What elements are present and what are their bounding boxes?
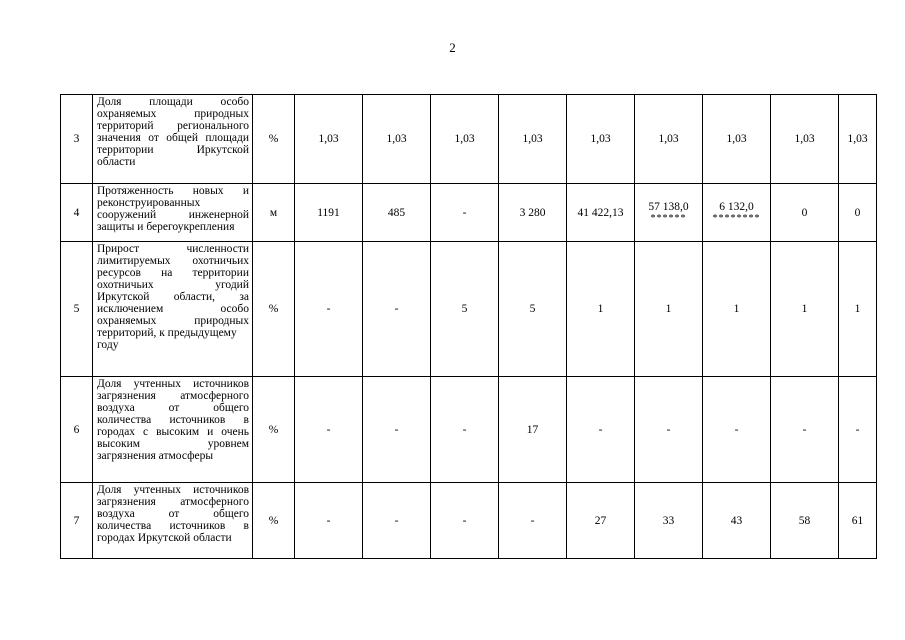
value-text: 1	[801, 303, 808, 315]
description-line: городах с высоким и очень	[97, 426, 249, 438]
value-text: -	[394, 303, 399, 315]
value-cell	[499, 242, 567, 377]
value-cell	[431, 483, 499, 559]
value-cell	[295, 483, 363, 559]
unit-cell: м	[253, 184, 295, 242]
value-cell	[499, 95, 567, 184]
description-line: реконструированных	[97, 197, 201, 209]
description-line: количества источников в	[97, 414, 249, 426]
description-line: территории Иркутской	[97, 144, 249, 156]
description-line: Доля учтенных источников	[97, 378, 249, 390]
value-text: 1,03	[590, 133, 611, 145]
description-line: лимитируемых охотничьих	[97, 255, 249, 267]
value-cell	[703, 95, 771, 184]
table-row	[61, 377, 877, 483]
value-cell	[839, 483, 877, 559]
value-text: -	[326, 514, 331, 527]
description-line: высоким уровнем	[97, 438, 249, 450]
description-line: воздуха от общего	[97, 402, 249, 414]
indicator-description-cell	[93, 95, 253, 184]
value-text: -	[462, 206, 467, 219]
value-text: 17	[526, 423, 539, 436]
value-cell	[567, 95, 635, 184]
indicators-table	[60, 94, 877, 559]
value-cell	[431, 184, 499, 242]
description-line: защиты и берегоукрепления	[97, 221, 235, 233]
indicator-description	[97, 484, 249, 544]
description-line: Доля площади особо	[97, 96, 249, 108]
description-line: территорий, к предыдущему году	[97, 327, 237, 351]
value-cell	[499, 483, 567, 559]
value-text: 1,03	[726, 133, 747, 145]
value-cell	[431, 377, 499, 483]
unit-cell: %	[253, 377, 295, 483]
value-cell	[363, 242, 431, 377]
footnote-marker: ******	[650, 213, 687, 224]
value-cell	[635, 184, 703, 242]
value-text: -	[326, 303, 331, 315]
table-row	[61, 242, 877, 377]
value-text: -	[462, 423, 467, 436]
description-line: значения от общей площади	[97, 132, 249, 144]
value-text: 41 422,13	[577, 206, 624, 219]
value-text: -	[394, 423, 399, 436]
description-line: исключением особо	[97, 303, 249, 315]
value-text: -	[666, 423, 671, 436]
description-line: воздуха от общего	[97, 508, 249, 520]
value-text: 1	[597, 303, 604, 315]
indicator-description-cell	[93, 242, 253, 377]
row-number-cell: 7	[61, 483, 93, 559]
value-text: -	[598, 423, 603, 436]
value-text: 1	[733, 303, 740, 315]
value-text: 58	[798, 514, 811, 527]
row-number-cell: 5	[61, 242, 93, 377]
value-cell	[635, 95, 703, 184]
indicator-description	[97, 378, 249, 462]
description-line: сооружений инженерной	[97, 209, 249, 221]
description-line: загрязнения атмосферы	[97, 450, 214, 462]
value-text: 61	[851, 514, 864, 527]
table-row	[61, 483, 877, 559]
value-cell	[567, 377, 635, 483]
value-text: 1191	[317, 206, 340, 219]
value-cell	[295, 242, 363, 377]
value-cell	[431, 242, 499, 377]
value-cell	[363, 377, 431, 483]
description-line: ресурсов на территории	[97, 267, 249, 279]
value-text: 6 132,0	[719, 201, 754, 213]
table-row	[61, 184, 877, 242]
value-text: -	[802, 423, 807, 436]
value-cell	[499, 377, 567, 483]
description-line: охраняемых природных	[97, 315, 249, 327]
row-number-cell: 6	[61, 377, 93, 483]
value-cell	[703, 242, 771, 377]
value-text: 33	[662, 514, 675, 527]
description-line: Доля учтенных источников	[97, 484, 249, 496]
value-text: 5	[461, 303, 468, 315]
value-cell	[499, 184, 567, 242]
value-cell	[363, 95, 431, 184]
value-cell	[703, 483, 771, 559]
value-cell	[295, 184, 363, 242]
description-line: Протяженность новых и	[97, 185, 249, 197]
value-cell	[771, 184, 839, 242]
value-cell	[567, 242, 635, 377]
value-cell	[635, 242, 703, 377]
value-text: 3 280	[519, 206, 546, 219]
indicator-description	[97, 96, 249, 168]
value-text: 0	[801, 206, 808, 219]
description-line: охотничьих угодий	[97, 279, 249, 291]
value-text: 1,03	[522, 133, 543, 145]
value-text: -	[530, 514, 535, 527]
value-cell	[771, 95, 839, 184]
description-line: загрязнения атмосферного	[97, 390, 249, 402]
value-text: 1,03	[658, 133, 679, 145]
value-text: 1	[665, 303, 672, 315]
value-cell	[363, 184, 431, 242]
indicator-description-cell	[93, 483, 253, 559]
value-text: -	[394, 514, 399, 527]
description-line: загрязнения атмосферного	[97, 496, 249, 508]
description-line: области	[97, 156, 136, 168]
value-text: 1,03	[318, 133, 339, 145]
description-line: Иркутской области, за	[97, 291, 249, 303]
value-cell	[771, 483, 839, 559]
value-cell	[839, 242, 877, 377]
value-text: 1,03	[386, 133, 407, 145]
value-text: 1,03	[794, 133, 815, 145]
value-cell	[295, 377, 363, 483]
value-text: 1,03	[454, 133, 475, 145]
value-text: -	[734, 423, 739, 436]
row-number-cell: 3	[61, 95, 93, 184]
indicator-description	[97, 243, 249, 351]
value-text: 0	[854, 206, 861, 219]
table-body	[61, 95, 877, 559]
value-cell	[635, 377, 703, 483]
value-text: 1	[854, 303, 861, 315]
description-line: охраняемых природных	[97, 108, 249, 120]
description-line: городах Иркутской области	[97, 532, 232, 544]
description-line: Прирост численности	[97, 243, 249, 255]
indicator-description	[97, 185, 249, 233]
value-cell	[703, 184, 771, 242]
value-text: -	[326, 423, 331, 436]
unit-cell: %	[253, 483, 295, 559]
description-line: территорий регионального	[97, 120, 249, 132]
unit-cell: %	[253, 95, 295, 184]
description-line: количества источников в	[97, 520, 249, 532]
unit-cell: %	[253, 242, 295, 377]
page-number: 2	[449, 40, 456, 55]
value-cell	[771, 377, 839, 483]
value-cell	[431, 95, 499, 184]
value-text: 27	[594, 514, 607, 527]
value-text: -	[855, 423, 860, 436]
value-cell	[295, 95, 363, 184]
value-text: 1,03	[847, 133, 868, 145]
value-cell	[839, 377, 877, 483]
value-text: -	[462, 514, 467, 527]
value-cell	[567, 184, 635, 242]
value-text: 5	[529, 303, 536, 315]
value-cell	[567, 483, 635, 559]
table-row	[61, 95, 877, 184]
value-cell	[839, 184, 877, 242]
value-cell	[771, 242, 839, 377]
footnote-marker: ********	[712, 213, 761, 224]
row-number-cell: 4	[61, 184, 93, 242]
value-cell	[635, 483, 703, 559]
value-text: 485	[387, 206, 406, 219]
value-text: 43	[730, 514, 743, 527]
indicator-description-cell	[93, 184, 253, 242]
value-cell	[839, 95, 877, 184]
value-text: 57 138,0	[648, 201, 689, 213]
indicator-description-cell	[93, 377, 253, 483]
value-cell	[363, 483, 431, 559]
value-cell	[703, 377, 771, 483]
